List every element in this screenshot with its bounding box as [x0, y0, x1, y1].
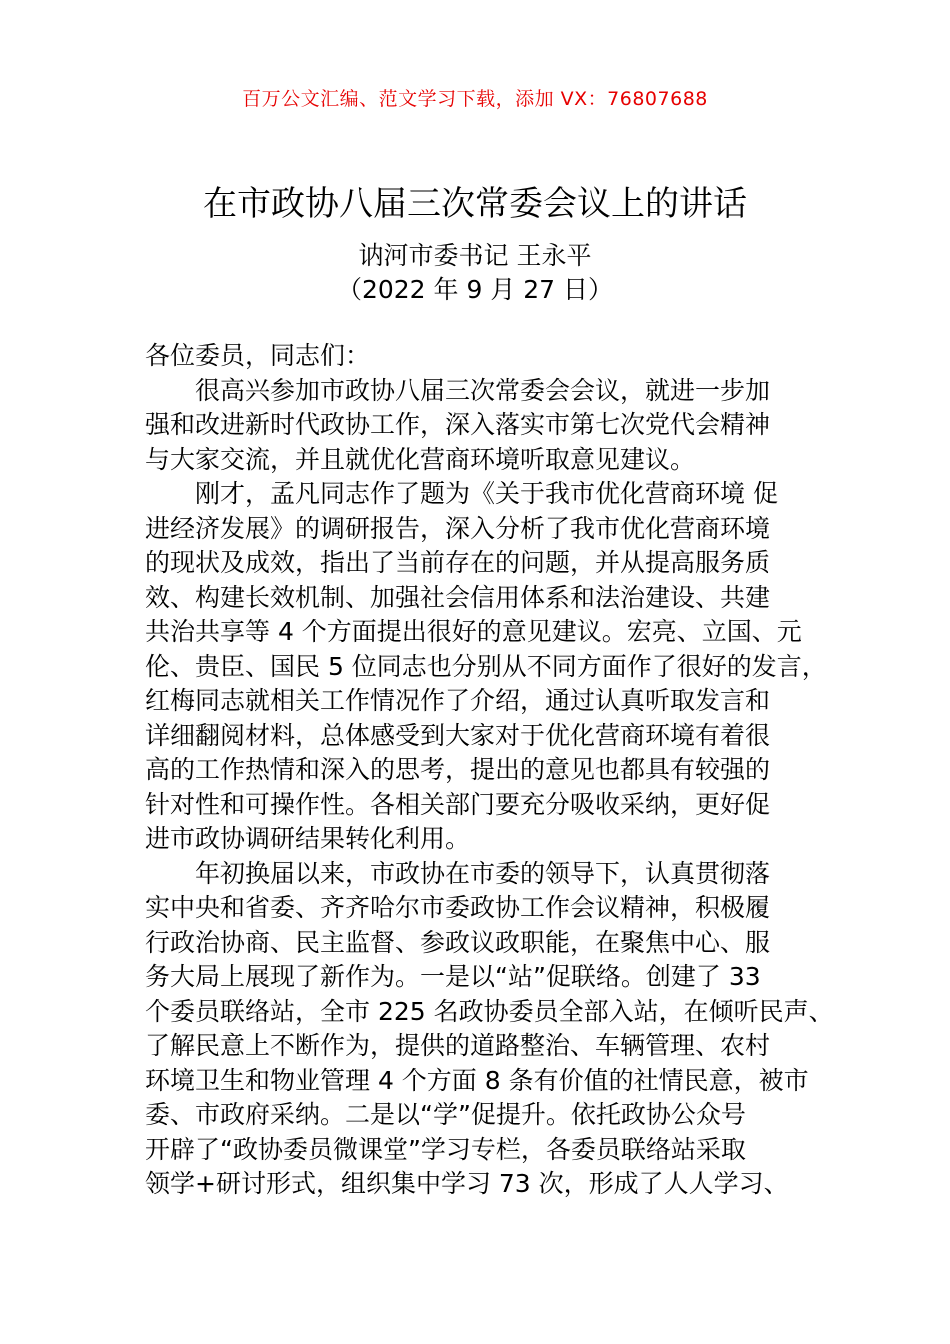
body-line: 很高兴参加市政协八届三次常委会会议，就进一步加	[195, 375, 771, 405]
body-line: 进经济发展》的调研报告，深入分析了我市优化营商环境	[145, 513, 771, 543]
body-line: 务大局上展现了新作为。一是以“站”促联络。创建了 33	[145, 962, 761, 991]
header-banner: 百万公文汇编、范文学习下载，添加 VX：76807688	[242, 88, 708, 110]
body-line: 与大家交流，并且就优化营商环境听取意见建议。	[145, 444, 696, 474]
body-line: 开辟了“政协委员微课堂”学习专栏，各委员联络站采取	[145, 1134, 746, 1164]
body-line: 针对性和可操作性。各相关部门要充分吸收采纳，更好促	[145, 789, 771, 819]
body-line: 详细翻阅材料，总体感受到大家对于优化营商环境有着很	[145, 720, 771, 750]
speech-title: 在市政协八届三次常委会议上的讲话	[203, 184, 747, 224]
body-line: 年初换届以来，市政协在市委的领导下，认真贯彻落	[195, 858, 771, 888]
salutation: 各位委员，同志们：	[145, 341, 371, 370]
speech-date: （2022 年 9 月 27 日）	[336, 275, 614, 304]
body-line: 强和改进新时代政协工作，深入落实市第七次党代会精神	[145, 410, 771, 439]
body-line: 红梅同志就相关工作情况作了介绍，通过认真听取发言和	[145, 686, 771, 715]
body-line: 个委员联络站，全市 225 名政协委员全部入站，在倾听民声、	[145, 996, 834, 1026]
speaker-line: 讷河市委书记 王永平	[358, 241, 592, 270]
body-line: 进市政协调研结果转化利用。	[145, 824, 471, 853]
body-line: 环境卫生和物业管理 4 个方面 8 条有价值的社情民意，被市	[145, 1065, 809, 1095]
speech-body	[145, 339, 834, 1202]
body-line: 高的工作热情和深入的思考，提出的意见也都具有较强的	[145, 755, 771, 784]
body-line: 的现状及成效，指出了当前存在的问题，并从提高服务质	[145, 548, 771, 577]
body-line: 伦、贵臣、国民 5 位同志也分别从不同方面作了很好的发言，	[145, 651, 827, 681]
body-line: 实中央和省委、齐齐哈尔市委政协工作会议精神，积极履	[145, 893, 771, 922]
body-line: 了解民意上不断作为，提供的道路整治、车辆管理、农村	[145, 1031, 771, 1060]
body-line: 共治共享等 4 个方面提出很好的意见建议。宏亮、立国、元	[145, 617, 802, 646]
body-line: 委、市政府采纳。二是以“学”促提升。依托政协公众号	[145, 1100, 746, 1129]
body-line: 刚才，孟凡同志作了题为《关于我市优化营商环境 促	[195, 479, 778, 508]
body-line: 行政治协商、民主监督、参政议政职能，在聚焦中心、服	[145, 927, 771, 957]
body-line: 领学+研讨形式，组织集中学习 73 次，形成了人人学习、	[145, 1169, 789, 1198]
body-line: 效、构建长效机制、加强社会信用体系和法治建设、共建	[145, 582, 771, 612]
